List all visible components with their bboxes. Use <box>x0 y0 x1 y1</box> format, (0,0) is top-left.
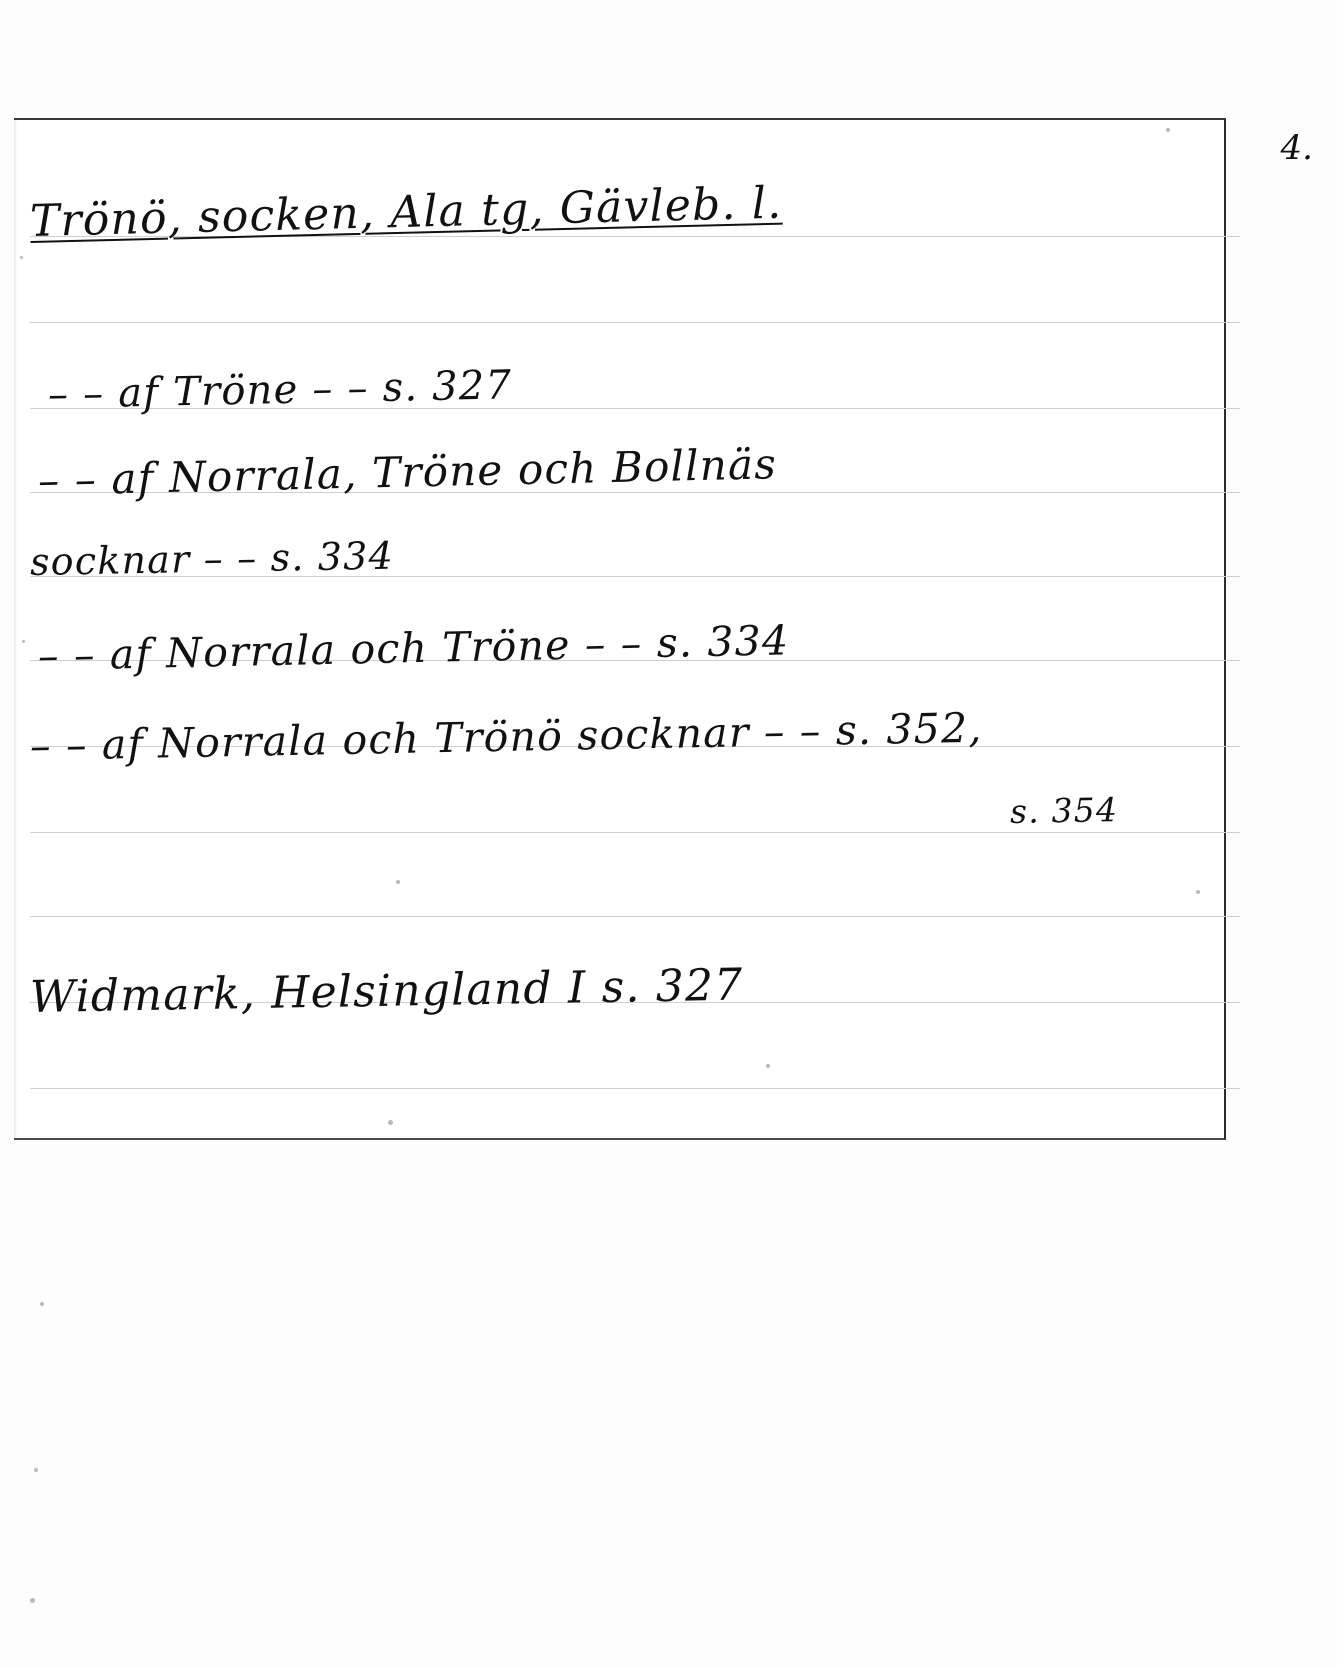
entry-line-2-continued: socknar – – s. 334 <box>29 533 395 584</box>
source-reference: Widmark, Helsingland I s. 327 <box>29 959 744 1023</box>
scan-speck <box>388 1120 393 1125</box>
entry-line-4-continued: s. 354 <box>1009 790 1119 831</box>
entry-line-2: – – af Norrala, Tröne och Bollnäs <box>37 439 778 505</box>
scan-speck <box>766 1064 770 1068</box>
scan-speck <box>396 880 400 884</box>
scan-speck <box>34 1468 38 1472</box>
scan-speck <box>1196 890 1200 894</box>
entry-line-1: – – af Tröne – – s. 327 <box>47 362 513 418</box>
scan-speck <box>22 640 25 643</box>
entry-line-3: – – af Norrala och Tröne – – s. 334 <box>37 616 790 680</box>
scan-speck <box>40 1302 44 1306</box>
entry-line-4: – – af Norrala och Trönö socknar – – s. 352, <box>29 703 983 770</box>
scan-speck <box>30 1598 35 1603</box>
scan-speck <box>20 256 23 259</box>
scan-speck <box>1166 128 1170 132</box>
page-number: 4. <box>1280 128 1313 168</box>
card-heading: Trönö, socken, Ala tg, Gävleb. l. <box>29 177 783 247</box>
